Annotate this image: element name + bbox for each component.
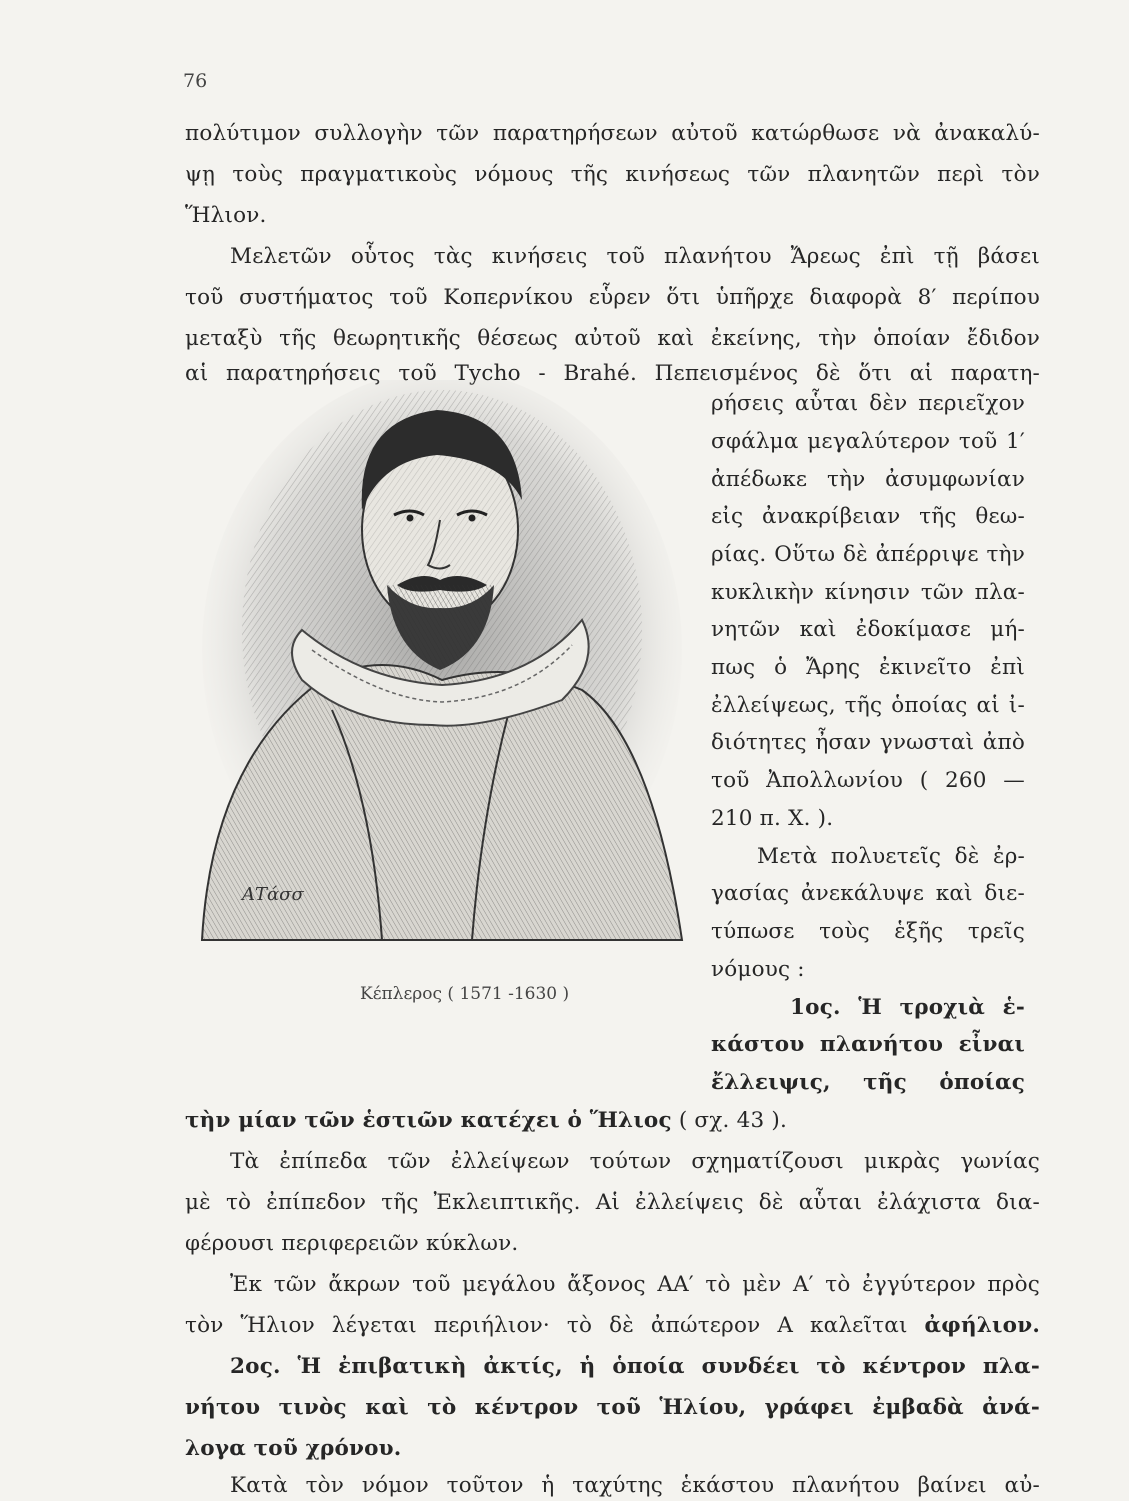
text-line: τοῦ Ἀπολλωνίου ( 260 — (711, 768, 1025, 793)
law-1-heading: 1ος. Ἡ τροχιὰ ἑ- (790, 995, 1025, 1020)
text-line: ἔλλειψις, τῆς ὁποίας (711, 1070, 1025, 1095)
text-line: λογα τοῦ χρόνου. (185, 1436, 402, 1461)
text-line: Μετὰ πολυετεῖς δὲ ἐρ- (757, 844, 1025, 869)
text-line: γασίας ἀνεκάλυψε καὶ διε- (711, 881, 1025, 906)
artist-signature: ΑΤάσσ (242, 884, 304, 905)
figure-reference: ( σχ. 43 ). (678, 1108, 788, 1133)
text-line: 210 π. Χ. ). (711, 806, 834, 831)
text-line: ἐλλείψεως, τῆς ὁποίας αἱ ἰ- (711, 693, 1025, 718)
text-line: ρήσεις αὗται δὲν περιεῖχον (711, 391, 1025, 416)
text-line: ψῃ τοὺς πραγματικοὺς νόμους τῆς κινήσεως τῶν πλανητῶν περὶ τὸν (185, 162, 1040, 187)
text-line: νόμους : (711, 957, 805, 982)
text-line: σφάλμα μεγαλύτερον τοῦ 1′ (711, 429, 1025, 454)
page-number: 76 (183, 70, 208, 92)
kepler-portrait-image (182, 380, 702, 955)
text-line (185, 1106, 787, 1136)
text-line: εἰς ἀνακρίβειαν τῆς θεω- (711, 504, 1025, 529)
text-line: Κατὰ τὸν νόμον τοῦτον ἡ ταχύτης ἑκάστου πλανήτου βαίνει αὐ- (230, 1473, 1040, 1498)
law-1-text: τὴν μίαν τῶν ἑστιῶν κατέχει ὁ Ἥλιος (185, 1108, 672, 1133)
law-2-text: 2ος. Ἡ ἐπιβατικὴ ἀκτίς, ἡ ὁποία συνδέει τὸ κέντρον πλα- (230, 1354, 1040, 1379)
portrait-caption: Κέπλερος ( 1571 -1630 ) (360, 984, 570, 1004)
text-line: διότητες ἦσαν γνωσταὶ ἀπὸ (711, 730, 1025, 755)
text-line: κάστου πλανήτου εἶναι (711, 1032, 1025, 1057)
text-line: τύπωσε τοὺς ἑξῆς τρεῖς (711, 919, 1025, 944)
text-line: μεταξὺ τῆς θεωρητικῆς θέσεως αὐτοῦ καὶ ἐκείνης, τὴν ὁποίαν ἔδιδον (185, 326, 1040, 351)
text-line: Μελετῶν οὗτος τὰς κινήσεις τοῦ πλανήτου Ἄρεως ἐπὶ τῇ βάσει (230, 244, 1040, 269)
text-line: πολύτιμον συλλογὴν τῶν παρατηρήσεων αὐτοῦ κατώρθωσε νὰ ἀνακαλύ- (185, 121, 1040, 146)
text-span: τὸν Ἥλιον λέγεται περιήλιον· τὸ δὲ ἀπώτερον Α καλεῖται (185, 1313, 908, 1338)
text-line: Ἐκ τῶν ἄκρων τοῦ μεγάλου ἄξονος ΑΑ′ τὸ μὲν Α′ τὸ ἐγγύτερον πρὸς (230, 1272, 1040, 1297)
text-line: κυκλικὴν κίνησιν τῶν πλα- (711, 580, 1025, 605)
text-line: ἀπέδωκε τὴν ἀσυμφωνίαν (711, 467, 1025, 492)
text-line: νήτου τινὸς καὶ τὸ κέντρον τοῦ Ἡλίου, γράφει ἐμβαδὰ ἀνά- (185, 1395, 1040, 1420)
text-line: νητῶν καὶ ἐδοκίμασε μή- (711, 617, 1025, 642)
text-line: τοῦ συστήματος τοῦ Κοπερνίκου εὗρεν ὅτι ὑπῆρχε διαφορὰ 8′ περίπου (185, 285, 1040, 310)
text-line: αἱ παρατηρήσεις τοῦ Tycho - Brahé. Πεπεισμένος δὲ ὅτι αἱ παρατη- (185, 361, 1040, 386)
term-aphelion: ἀφήλιον. (924, 1313, 1040, 1338)
text-line: Ἥλιον. (185, 203, 267, 228)
text-line: πως ὁ Ἄρης ἐκινεῖτο ἐπὶ (711, 655, 1025, 680)
text-line: ρίας. Οὕτω δὲ ἀπέρριψε τὴν (711, 542, 1025, 567)
text-line: Τὰ ἐπίπεδα τῶν ἐλλείψεων τούτων σχηματίζουσι μικρὰς γωνίας (230, 1149, 1040, 1174)
text-line: μὲ τὸ ἐπίπεδον τῆς Ἐκλειπτικῆς. Αἱ ἐλλείψεις δὲ αὗται ἐλάχιστα δια- (185, 1190, 1040, 1215)
text-line (185, 1311, 1040, 1341)
text-line: φέρουσι περιφερειῶν κύκλων. (185, 1231, 519, 1256)
